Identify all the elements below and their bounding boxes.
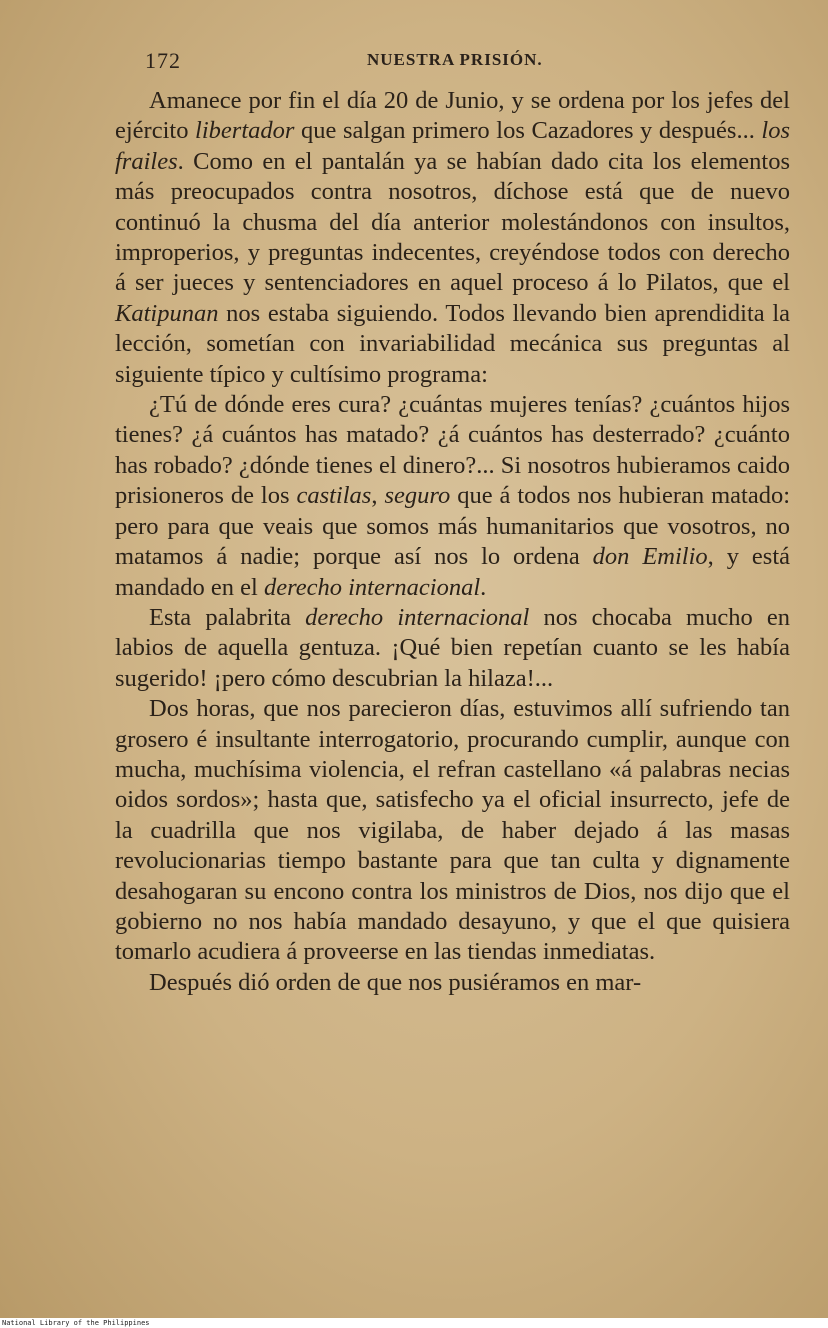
running-title: NUESTRA PRISIÓN. xyxy=(367,50,543,69)
paragraph-5: Después dió orden de que nos pusiéramos en mar- xyxy=(149,968,642,996)
page-header xyxy=(145,48,565,78)
library-credit: National Library of the Philippines xyxy=(0,1318,828,1328)
paragraph-1: Amanece por fin el día 20 de Junio, y se ordena por los jefes del ejército libertador que salgan primero los Cazadores y después... los frailes. Como en el pantalán ya se habían dado cita los elementos más preocupados contra nosotros, díchose está que de nuevo continuó la chusma del día anterior molestándonos con insultos, improperios, y preguntas indecentes, creyéndose todos con derecho á ser jueces y sentenciadores en aquel proceso á lo Pilatos, que el Katipunan nos estaba siguiendo. Todos llevando bien aprendidita la lección, sometían con invariabilidad mecánica sus preguntas al siguiente típico y cultísimo programa: xyxy=(115,87,791,388)
page-number: 172 xyxy=(145,48,181,73)
paragraph-3: Esta palabrita derecho internacional nos chocaba mucho en labios de aquella gentuza. ¡Qué bien repetían cuanto se les había sugerido! ¡pero cómo descubrian la hilaza!... xyxy=(115,603,790,692)
paragraph-4: Dos horas, que nos parecieron días, estuvimos allí sufriendo tan grosero é insultante interrogatorio, procurando cumplir, aunque con mucha, muchísima violencia, el refran castellano «á palabras necias oidos sordos»; hasta que, satisfecho ya el oficial insurrecto, jefe de la cuadrilla que nos vigilaba, de haber dejado á las masas revolucionarias tiempo bastante para que tan culta y dignamente desahogaran su encono contra los ministros de Dios, nos dijo que el gobierno no nos había mandado desayuno, y que el que quisiera tomarlo acudiera á proveerse en las tiendas inmediatas. xyxy=(115,695,790,966)
body-text xyxy=(115,86,790,998)
paragraph-2: ¿Tú de dónde eres cura? ¿cuántas mujeres tenías? ¿cuántos hijos tienes? ¿á cuántos has matado? ¿á cuántos has desterrado? ¿cuánto has robado? ¿dónde tienes el dinero?... Si nosotros hubieramos caido prisioneros de los castilas, seguro que á todos nos hubieran matado: pero para que veais que somos más humanitarios que vosotros, no matamos á nadie; porque así nos lo ordena don Emilio, y está mandado en el derecho internacional. xyxy=(115,391,791,601)
